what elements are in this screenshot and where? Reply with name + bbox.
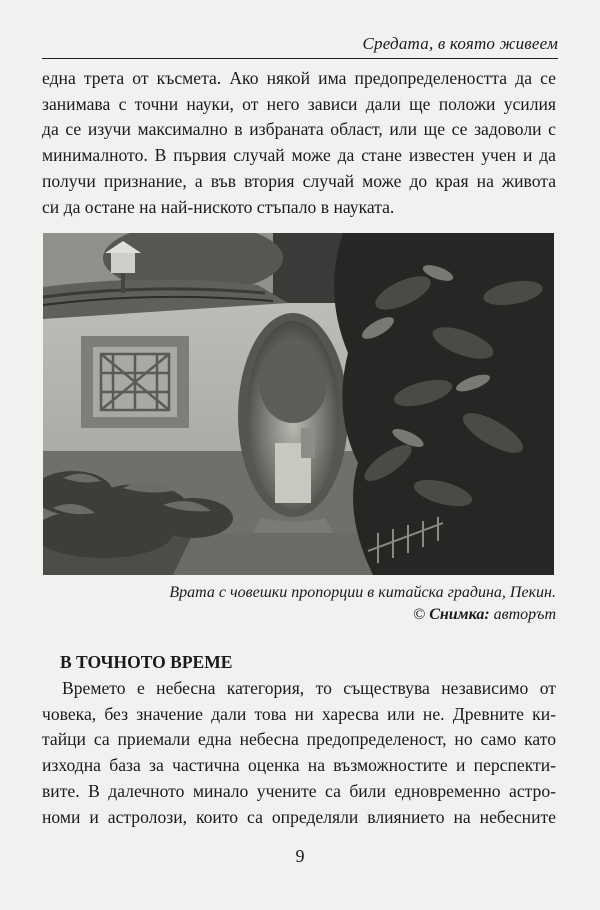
paragraph-1-line: една трета от късмета. Ако някой има предопределеността да се bbox=[42, 68, 556, 88]
paragraph-2 bbox=[42, 676, 556, 830]
photo-credit bbox=[42, 604, 556, 626]
paragraph-2-line: Времето е небесна категория, то съществува независимо от bbox=[62, 678, 556, 698]
section-heading: В ТОЧНОТО ВРЕМЕ bbox=[60, 652, 233, 672]
credit-author: авторът bbox=[493, 606, 556, 623]
paragraph-1-line: да се изучи максимално в избраната област, или ще се задоволи с bbox=[42, 119, 556, 140]
caption-text: Врата с човешки пропорции в китайска градина, Пекин. bbox=[169, 584, 556, 601]
paragraph-1-line: си да остане на най-ниското стъпало в науката. bbox=[42, 196, 395, 217]
credit-label: Снимка: bbox=[429, 606, 490, 623]
paragraph-2-line: тайци са приемали една небесна предопределеност, но само като bbox=[42, 729, 556, 750]
paragraph-2-line: вите. В далечното минало учените са били едновременно астро- bbox=[42, 780, 556, 801]
running-head: Средата, в която живеем bbox=[362, 34, 558, 53]
photo-caption bbox=[42, 582, 556, 626]
paragraph-2-line: човека, без значение дали това ни харесва или не. Древните ки- bbox=[42, 703, 556, 724]
paragraph-2-line: изходна база за частична оценка на възможностите и перспекти- bbox=[42, 755, 556, 776]
paragraph-2-line: номи и астролози, които са определяли влиянието на небесните bbox=[42, 806, 556, 827]
garden-gate-photo bbox=[43, 233, 554, 575]
copyright-symbol: © bbox=[413, 606, 426, 623]
header-rule bbox=[42, 58, 558, 59]
paragraph-1-line: занимава с точни науки, от него зависи дали ще положи усилия bbox=[42, 93, 556, 114]
paragraph-1 bbox=[42, 66, 556, 220]
paragraph-1-line: минималното. В първия случай може да стане известен учен и да bbox=[42, 145, 556, 166]
page-number: 9 bbox=[295, 846, 305, 866]
paragraph-1-line: получи признание, а във втория случай може до края на живота bbox=[42, 170, 556, 191]
